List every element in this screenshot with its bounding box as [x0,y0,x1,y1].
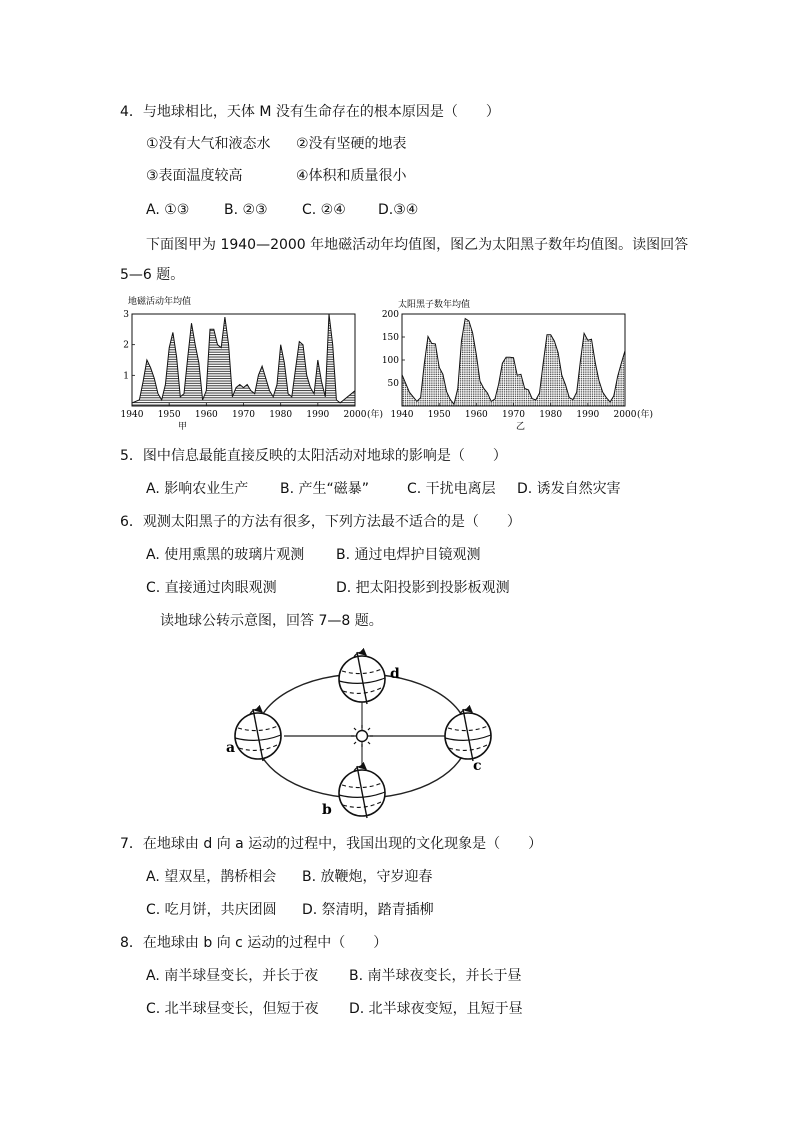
q8-option-a[interactable]: A. 南半球昼变长，并长于夜 [146,968,319,984]
intro-7-8: 读地球公转示意图，回答 7—8 题。 [160,613,383,629]
label-a: a [226,740,236,756]
chart1-x-tick-label: 1940 [120,410,144,420]
q4-option-b[interactable]: B. ②③ [224,202,268,218]
q6-stem: 6．观测太阳黑子的方法有很多，下列方法最不适合的是（ ） [120,514,521,530]
q8-option-c[interactable]: C. 北半球昼变长，但短于夜 [146,1001,319,1017]
q7-option-d[interactable]: D. 祭清明，踏青插柳 [302,902,434,918]
q7-option-c[interactable]: C. 吃月饼，共庆团圆 [146,902,277,918]
q5-option-b[interactable]: B. 产生“磁暴” [280,481,370,497]
chart2-x-tick-label: 1960 [464,410,488,420]
q7-option-b[interactable]: B. 放鞭炮，守岁迎春 [302,869,433,885]
globe-b-icon [339,766,385,818]
chart1-y-tick-label: 3 [123,310,129,320]
q4-option-d[interactable]: D.③④ [378,202,419,218]
chart1-x-tick-label: 1960 [194,410,218,420]
q7-stem: 7．在地球由 d 向 a 运动的过程中，我国出现的文化现象是（ ） [120,836,543,852]
chart2-caption: 乙 [516,422,526,432]
q4-option-a[interactable]: A. ①③ [146,202,190,218]
chart2-x-tick-label: 2000 [613,410,637,420]
chart1-y-tick-label: 2 [123,340,129,351]
q4-item-2: ②没有坚硬的地表 [296,136,407,152]
q4-item-4: ④体积和质量很小 [296,168,407,184]
q5-option-c[interactable]: C. 干扰电离层 [407,481,496,497]
chart1-x-tick-label: 1970 [232,410,255,420]
chart1-x-unit: (年) [367,410,384,420]
chart2-y-tick-label: 50 [387,379,399,389]
intro-5-6-line2: 5—6 题。 [120,267,185,283]
chart2-x-tick-label: 1940 [390,410,414,420]
label-d: d [390,666,400,682]
chart2-y-tick-label: 150 [381,333,399,343]
chart1-x-tick-label: 2000 [343,410,367,420]
q6-option-a[interactable]: A. 使用熏黑的玻璃片观测 [146,547,305,563]
q5-stem: 5．图中信息最能直接反映的太阳活动对地球的影响是（ ） [120,448,507,464]
label-c: c [473,758,482,774]
chart1-series-area [132,314,355,406]
q8-option-b[interactable]: B. 南半球夜变长，并长于昼 [349,968,522,984]
q4-item-1: ①没有大气和液态水 [146,136,271,152]
q5-option-a[interactable]: A. 影响农业生产 [146,481,249,497]
chart-sunspot [378,294,654,432]
chart1-x-tick-label: 1980 [269,410,293,420]
chart1-y-tick-label: 1 [123,371,129,382]
q4-item-3: ③表面温度较高 [146,168,243,184]
globe-d-icon [339,652,385,704]
q7-option-a[interactable]: A. 望双星，鹊桥相会 [146,869,277,885]
chart2-title: 太阳黑子数年均值 [398,300,471,310]
q6-option-c[interactable]: C. 直接通过肉眼观测 [146,580,277,596]
q5-option-d[interactable]: D. 诱发自然灾害 [517,481,621,497]
q4-stem: 4．与地球相比，天体 M 没有生命存在的根本原因是（ ） [120,104,500,120]
orbit-diagram [222,642,502,822]
chart-geomagnetic [118,294,384,432]
chart2-x-tick-label: 1970 [502,410,525,420]
chart1-x-tick-label: 1950 [157,410,181,420]
chart1-caption: 甲 [178,422,188,432]
q6-option-b[interactable]: B. 通过电焊护目镜观测 [336,547,481,563]
q6-option-d[interactable]: D. 把太阳投影到投影板观测 [336,580,510,596]
chart2-y-tick-label: 200 [381,310,399,320]
chart2-x-unit: (年) [637,410,654,420]
q4-option-c[interactable]: C. ②④ [302,202,346,218]
chart2-x-tick-label: 1980 [539,410,563,420]
q8-stem: 8．在地球由 b 向 c 运动的过程中（ ） [120,935,388,951]
globe-a-icon [235,709,281,761]
chart2-x-tick-label: 1950 [427,410,451,420]
chart1-title: 地磁活动年均值 [128,297,192,307]
q8-option-d[interactable]: D. 北半球夜变短，且短于昼 [349,1001,523,1017]
chart2-series-area [402,319,625,406]
chart2-y-tick-label: 100 [381,356,399,366]
label-b: b [322,802,332,818]
intro-5-6-line1: 下面图甲为 1940—2000 年地磁活动年均值图，图乙为太阳黑子数年均值图。读图回答 [146,237,689,253]
globe-c-icon [445,709,491,761]
chart1-x-tick-label: 1990 [306,410,330,420]
chart2-x-tick-label: 1990 [576,410,600,420]
